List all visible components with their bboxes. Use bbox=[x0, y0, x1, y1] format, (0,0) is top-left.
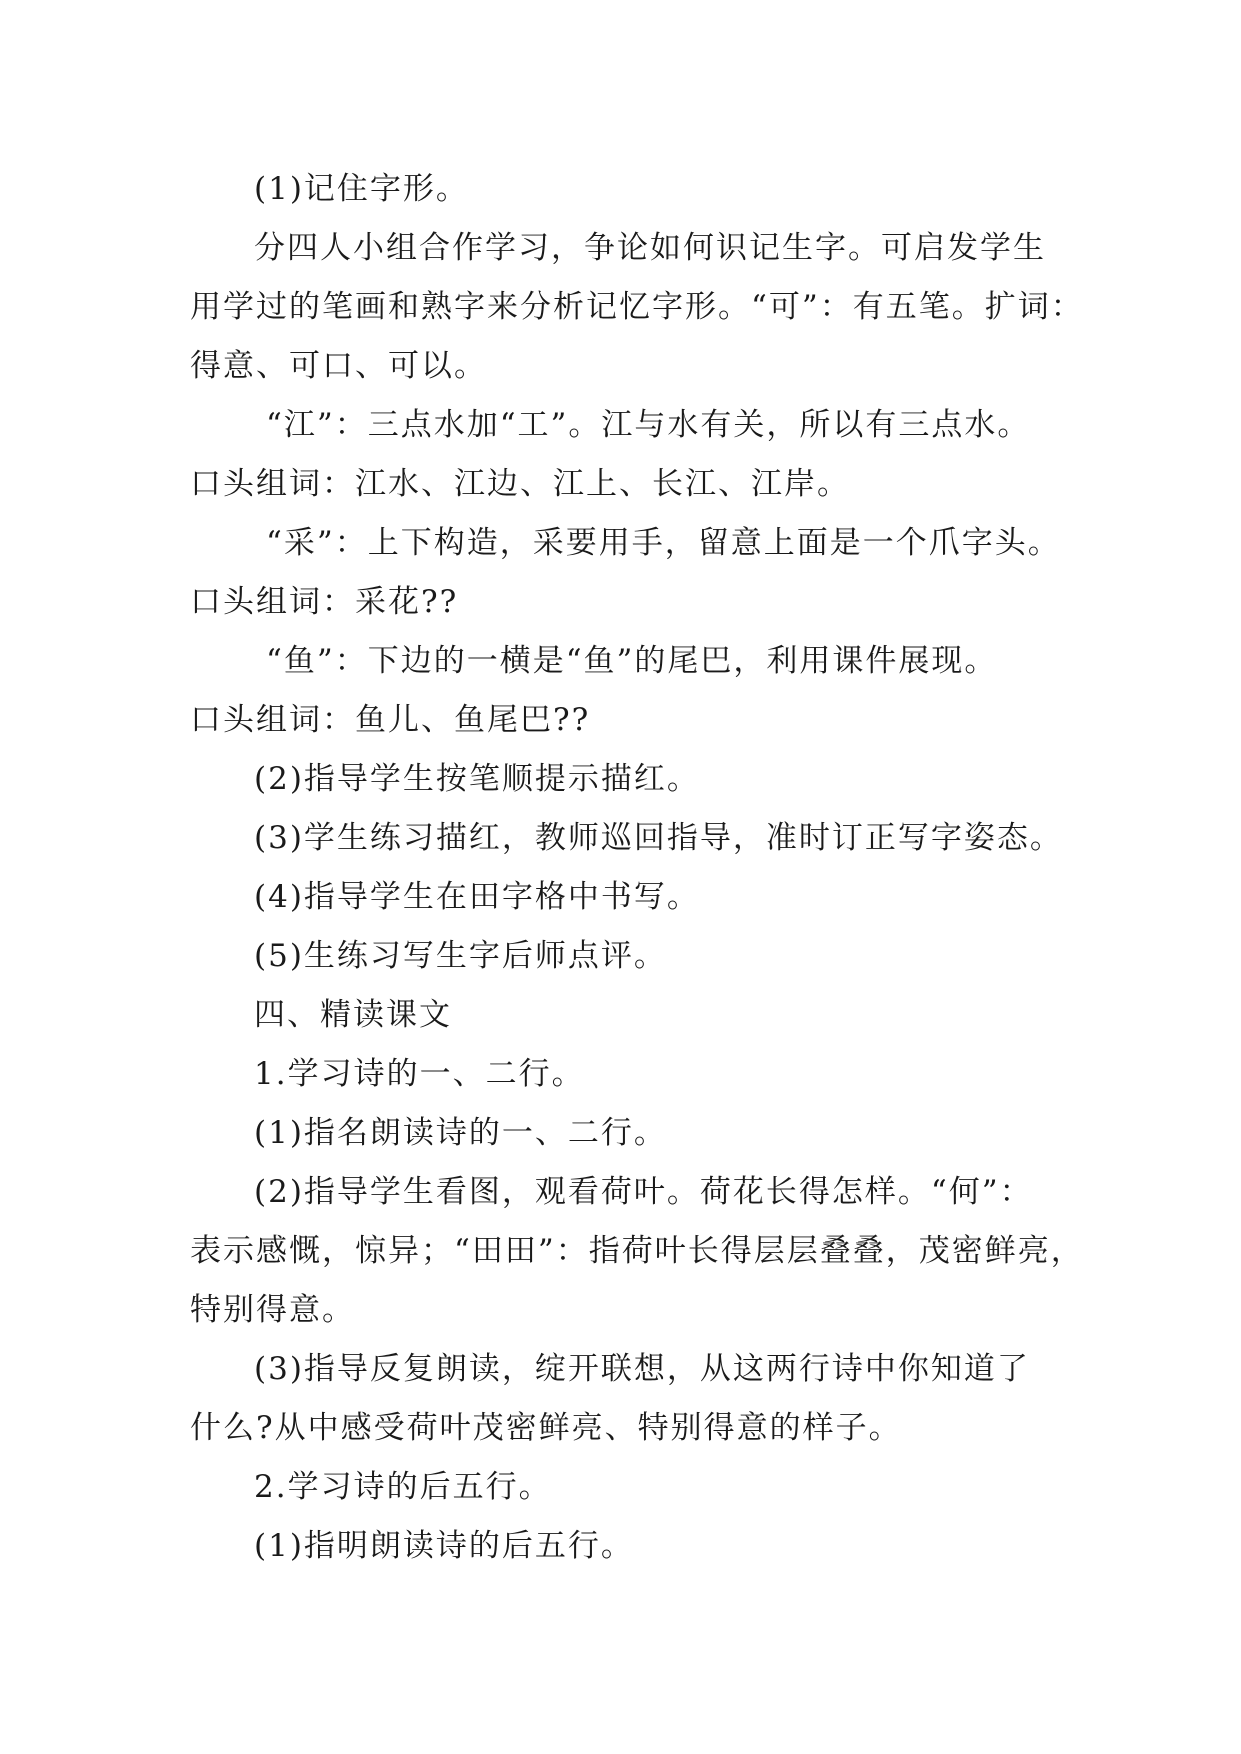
text-line: “采”：上下构造，采要用手，留意上面是一个爪字头。 bbox=[266, 525, 1061, 561]
text-line: 特别得意。 bbox=[190, 1292, 355, 1328]
text-line: 分四人小组合作学习，争论如何识记生字。可启发学生 bbox=[254, 230, 1046, 266]
section-heading: 四、精读课文 bbox=[254, 997, 452, 1033]
document-page bbox=[190, 160, 1084, 1576]
text-line: 口头组词：采花?? bbox=[190, 584, 459, 620]
text-line: (2)指导学生按笔顺提示描红。 bbox=[254, 761, 700, 797]
text-line: 口头组词：江水、江边、江上、长江、江岸。 bbox=[190, 466, 850, 502]
text-line: 用学过的笔画和熟字来分析记忆字形。“可”：有五笔。扩词： bbox=[190, 289, 1084, 325]
text-line: (5)生练习写生字后师点评。 bbox=[254, 938, 667, 974]
text-line: “江”：三点水加“工”。江与水有关，所以有三点水。 bbox=[266, 407, 1031, 443]
text-line: (1)指明朗读诗的后五行。 bbox=[254, 1528, 634, 1564]
subsection-heading: 2.学习诗的后五行。 bbox=[254, 1469, 552, 1505]
text-line: (1)指名朗读诗的一、二行。 bbox=[254, 1115, 667, 1151]
text-line: (1)记住字形。 bbox=[254, 171, 469, 207]
text-line: 表示感慨，惊异；“田田”：指荷叶长得层层叠叠，茂密鲜亮， bbox=[190, 1233, 1084, 1269]
text-line: (4)指导学生在田字格中书写。 bbox=[254, 879, 700, 915]
text-line: (2)指导学生看图，观看荷叶。荷花长得怎样。“何”： bbox=[254, 1174, 1033, 1210]
text-line: 得意、可口、可以。 bbox=[190, 348, 487, 384]
text-line: 口头组词：鱼儿、鱼尾巴?? bbox=[190, 702, 591, 738]
text-line: (3)指导反复朗读，绽开联想，从这两行诗中你知道了 bbox=[254, 1351, 1030, 1387]
text-line: 什么?从中感受荷叶茂密鲜亮、特别得意的样子。 bbox=[190, 1410, 902, 1446]
text-line: (3)学生练习描红，教师巡回指导，准时订正写字姿态。 bbox=[254, 820, 1063, 856]
text-line: “鱼”：下边的一横是“鱼”的尾巴，利用课件展现。 bbox=[266, 643, 998, 679]
subsection-heading: 1.学习诗的一、二行。 bbox=[254, 1056, 585, 1092]
